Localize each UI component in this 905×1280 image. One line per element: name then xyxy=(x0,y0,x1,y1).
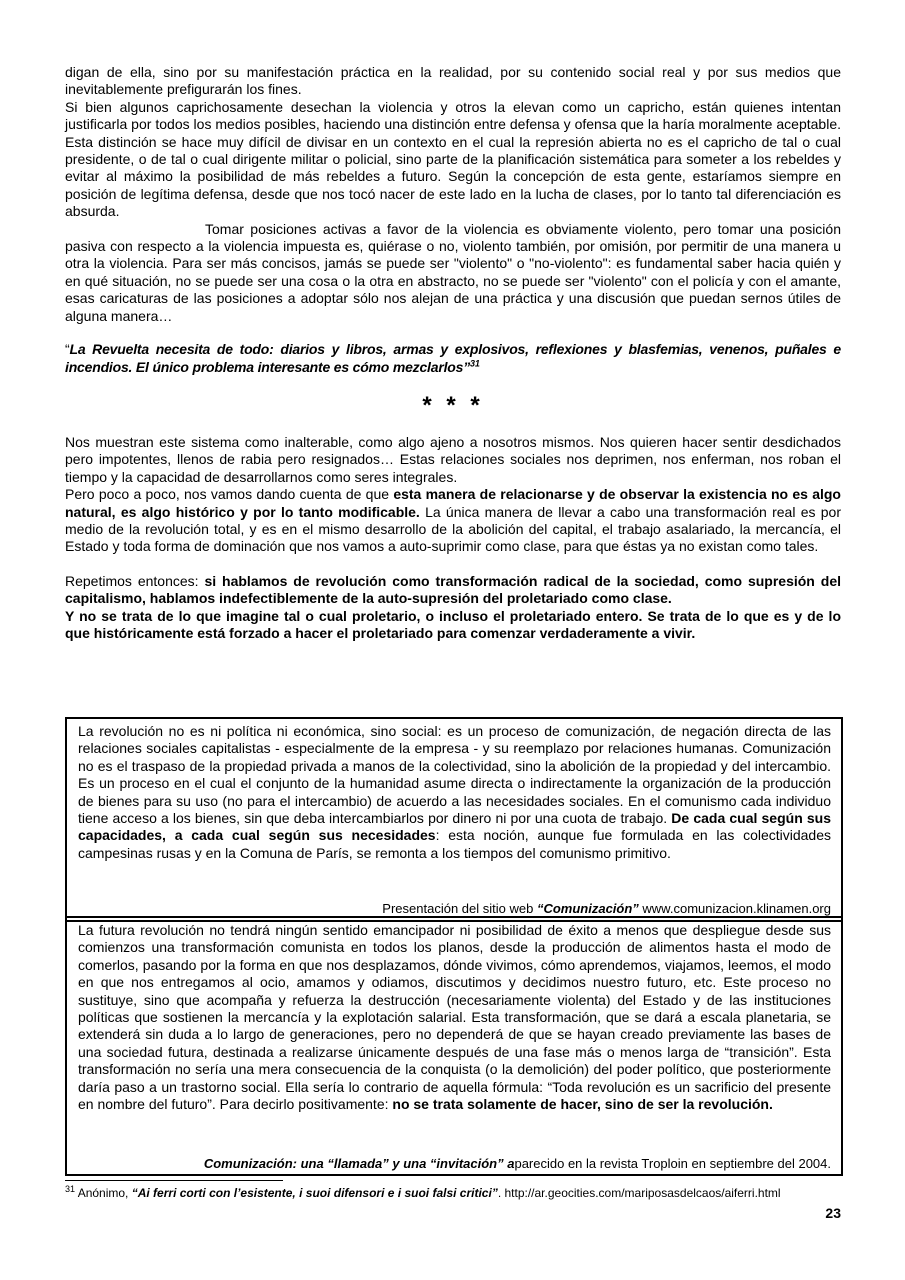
paragraph: digan de ella, sino por su manifestación práctica en la realidad, por su contenido social real y por sus medios que inevitablemente prefigurarán los fines. xyxy=(65,64,841,98)
attribution-text: Presentación del sitio web xyxy=(382,901,537,916)
attribution-url: www.comunizacion.klinamen.org xyxy=(638,901,831,916)
bold-text: no se trata solamente de hacer, sino de ser la revolución. xyxy=(392,1096,773,1113)
box-attribution xyxy=(204,1156,831,1171)
text-run: Pero poco a poco, nos vamos dando cuenta de que xyxy=(65,486,394,503)
footnote-rule xyxy=(65,1180,283,1181)
paragraph xyxy=(65,608,841,643)
box-text xyxy=(78,723,831,862)
text-run: Repetimos entonces: xyxy=(65,572,205,589)
attribution-title: Comunización: una “llamada” y una “invitación” a xyxy=(203,1156,515,1171)
quote-text: La Revuelta necesita de todo: diarios y libros, armas y explosivos, reflexiones y blasfemias, venenos, puñales e incendios. El único problema interesante es cómo mezclarlos” xyxy=(65,341,841,375)
text-run: : esta noción, aunque fue formulada en las colectividades campesinas rusas y en la Comuna de París, se remonta a los tiempos del comunismo primitivo. xyxy=(78,827,832,861)
bold-text: Y no se trata de lo que imagine tal o cual proletario, o incluso el proletariado entero. Se trata de lo que es y de lo que históricamente está forzado a hacer el proletariado para comenzar verdaderamente a vivir. xyxy=(65,607,841,641)
footnote-title: “Ai ferri corti con l’esistente, i suoi difensori e i suoi falsi critici” xyxy=(131,1186,498,1200)
bold-text: De cada cual según sus capacidades, a cada cual según sus necesidades xyxy=(78,810,832,844)
footnote xyxy=(65,1186,781,1201)
paragraph: Si bien algunos caprichosamente desechan la violencia y otros la elevan como un capricho, están quienes intentan justificarla por todos los medios posibles, haciendo una distinción entre defensa y ofensa que la haría moralmente aceptable. Esta distinción se hace muy difícil de divisar en un contexto en el cual la represión abierta no es el capricho de tal o cual presidente, o de tal o cual dirigente militar o policial, sino parte de la planificación sistemática para someter a los rebeldes y evitar al máximo la posibilidad de más rebeldes a futuro. Según la concepción de esta gente, estaríamos siempre en posición de legítima defensa, desde que nos tocó nacer de este lado en la lucha de clases, por lo tanto tal diferenciación es absurda. xyxy=(65,98,841,220)
footnote-url: . http://ar.geocities.com/mariposasdelcaos/aiferri.html xyxy=(497,1186,781,1200)
attribution-text: parecido en la revista Troploin en septiembre del 2004. xyxy=(514,1156,831,1171)
quote-box-comunizacion xyxy=(65,717,843,922)
section-separator: * * * xyxy=(422,391,484,419)
block-quote xyxy=(65,341,841,376)
paragraph xyxy=(65,486,841,556)
footnote-number: 31 xyxy=(65,1184,76,1194)
paragraph xyxy=(65,573,841,608)
bold-text: si hablamos de revolución como transformación radical de la sociedad, como supresión del capitalismo, hablamos indefectiblemente de la auto-supresión del proletariado como clase. xyxy=(65,572,842,607)
quote-mark: “ xyxy=(65,341,70,358)
footnote-ref: 31 xyxy=(470,357,480,368)
attribution-title: “Comunización” xyxy=(536,901,639,916)
text-run: La única manera de llevar a cabo una transformación real es por medio de la revolución total, y es en el mismo desarrollo de la abolición del capital, el trabajo asalariado, la mercancía, el Estado y toda forma de dominación que nos vamos a auto-suprimir como clase, para que éstas ya no existan como tales. xyxy=(65,503,841,555)
main-text xyxy=(65,64,841,642)
box-text xyxy=(78,922,831,1113)
paragraph: Tomar posiciones activas a favor de la violencia es obviamente violento, pero tomar una posición pasiva con respecto a la violencia impuesta es, quiérase o no, violento también, por omisión, por permitir de una manera u otra la violencia. Para ser más concisos, jamás se puede ser "violento" o "no-violento": es fundamental saber hacia quién y en qué situación, no se puede ser una cosa o la otra en abstracto, no se puede ser "violento" con el policía y con el amante, esas caricaturas de las posiciones a adoptar sólo nos alejan de una práctica y una discusión que puedan sernos útiles de alguna manera… xyxy=(65,220,841,324)
text-run: La futura revolución no tendrá ningún sentido emancipador ni posibilidad de éxito a menos que despliegue desde sus comienzos una transformación comunista en todos los planos, desde la producción de alimentos hasta el modo de comerlos, pasando por la forma en que nos desplazamos, dónde vivimos, cómo aprendemos, viajamos, leemos, el modo en que nos entregamos al ocio, amamos y odiamos, discutimos y decidimos nuestro futuro, etc. Este proceso no sustituye, sino que acompaña y refuerza la destrucción (necesariamente violenta) del Estado y de las instituciones políticas que sostienen la mercancía y la explotación salarial. Esta transformación, que se dará a escala planetaria, se extenderá sin duda a lo largo de generaciones, pero no dependerá de que se hayan creado previamente las bases de una sociedad futura, destinada a realizarse únicamente después de una fase más o menos larga de “transición”. Esta transformación no sería una mera consecuencia de la conquista (o la demolición) del poder político, que posteriormente daría paso a un trastorno social. Ella sería lo contrario de aquella fórmula: “Toda revolución es un sacrificio del presente en nombre del futuro”. Para decirlo positivamente: xyxy=(78,922,831,1113)
box-attribution xyxy=(382,901,831,916)
page-number: 23 xyxy=(825,1205,841,1221)
paragraph: Nos muestran este sistema como inalterable, como algo ajeno a nosotros mismos. Nos quieren hacer sentir desdichados pero impotentes, llenos de rabia pero resignados… Estas relaciones sociales nos deprimen, nos enferman, nos roban el tiempo y la capacidad de desarrollarnos como seres integrales. xyxy=(65,433,841,485)
quote-box-troploin xyxy=(65,918,843,1176)
footnote-text: Anónimo, xyxy=(75,1186,132,1200)
text-run: La revolución no es ni política ni económica, sino social: es un proceso de comunización, de negación directa de las relaciones sociales capitalistas - especialmente de la empresa - y su reemplazo por relaciones humanas. Comunización no es el traspaso de la propiedad privada a manos de la colectividad, sino la abolición de la propiedad y del intercambio. Es un proceso en el cual el conjunto de la humanidad asume directa o indirectamente la organización de la producción de bienes para su uso (no para el intercambio) de acuerdo a las necesidades sociales. En el comunismo cada individuo tiene acceso a los bienes, sin que deba intercambiarlos por dinero ni por una cuota de trabajo. xyxy=(78,723,831,827)
bold-text: esta manera de relacionarse y de observar la existencia no es algo natural, es algo histórico y por lo tanto modificable. xyxy=(65,486,841,520)
